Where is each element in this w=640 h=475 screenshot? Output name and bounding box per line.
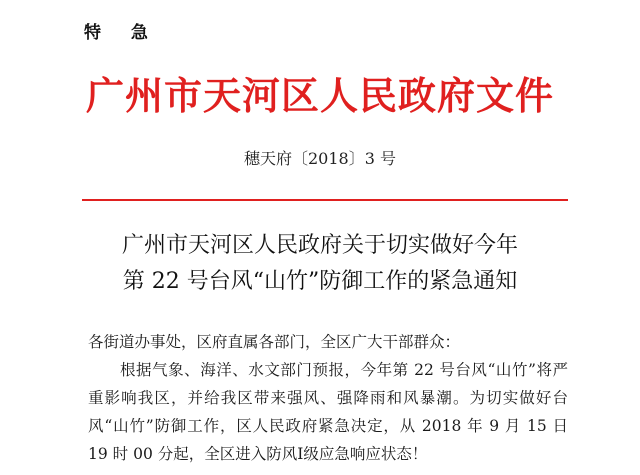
red-divider [82, 199, 568, 201]
title-line-2: 第 22 号台风“山竹”防御工作的紧急通知 [122, 269, 518, 294]
document-title [0, 228, 640, 300]
title-line-1: 广州市天河区人民政府关于切实做好今年 [121, 233, 518, 258]
salutation: 各街道办事处，区府直属各部门，全区广大干部群众： [88, 333, 461, 351]
issuer-header: 广州市天河区人民政府文件 [85, 73, 554, 118]
urgency-label: 特 急 [84, 23, 160, 43]
document-number: 穗天府〔2018〕3 号 [244, 149, 396, 168]
document-body [88, 328, 568, 468]
body-paragraph: 根据气象、海洋、水文部门预报，今年第 22 号台风“山竹”将严重影响我区，并给我区带来强风、强降雨和风暴潮。为切实做好台风“山竹”防御工作，区人民政府紧急决定，从 2018 年 9 月 15 日 19 时 00 分起，全区进入防风Ⅰ级应急响应状态！ [88, 361, 568, 463]
